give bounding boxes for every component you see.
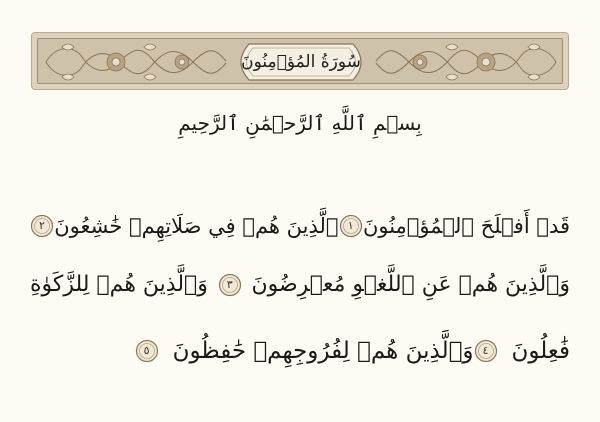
ayah-marker-3 [218,273,242,297]
verse-3-text: وَٱلَّذِينَ هُمۡ عَنِ ٱللَّغۡوِ مُعۡرِضُونَ [251,272,570,297]
basmala: بِسۡمِ ٱللَّهِ ٱلرَّحۡمَٰنِ ٱلرَّحِيمِ [178,111,422,135]
ayah-number: ٤ [482,344,489,357]
verse-1-text: قَدۡ أَفۡلَحَ ٱلۡمُؤۡمِنُونَ [362,214,570,238]
surah-header-banner [31,32,569,90]
ayah-number: ٣ [226,278,233,291]
ayah-number: ٢ [39,219,45,232]
verse-5-text: وَٱلَّذِينَ هُمۡ لِفُرُوجِهِمۡ حَٰفِظُونَ [172,338,474,364]
ayah-marker-1 [339,214,363,238]
ayah-number: ٥ [143,344,150,357]
ayah-marker-4 [474,339,498,363]
ayah-marker-5 [135,339,159,363]
verse-line-2 [30,265,570,305]
verse-4-text-start: وَٱلَّذِينَ هُمۡ لِلزَّكَوٰةِ [30,272,208,297]
verse-4-text-end: فَٰعِلُونَ [511,338,570,364]
ayah-marker-2 [30,214,54,238]
verse-line-3 [30,331,570,371]
verse-2-text: ٱلَّذِينَ هُمۡ فِي صَلَاتِهِمۡ خَٰشِعُونَ [54,214,339,238]
surah-title: سُورَةُ المُؤۡمِنُونَ [241,52,361,72]
verse-line-1 [30,206,570,246]
ayah-number: ١ [347,219,354,232]
